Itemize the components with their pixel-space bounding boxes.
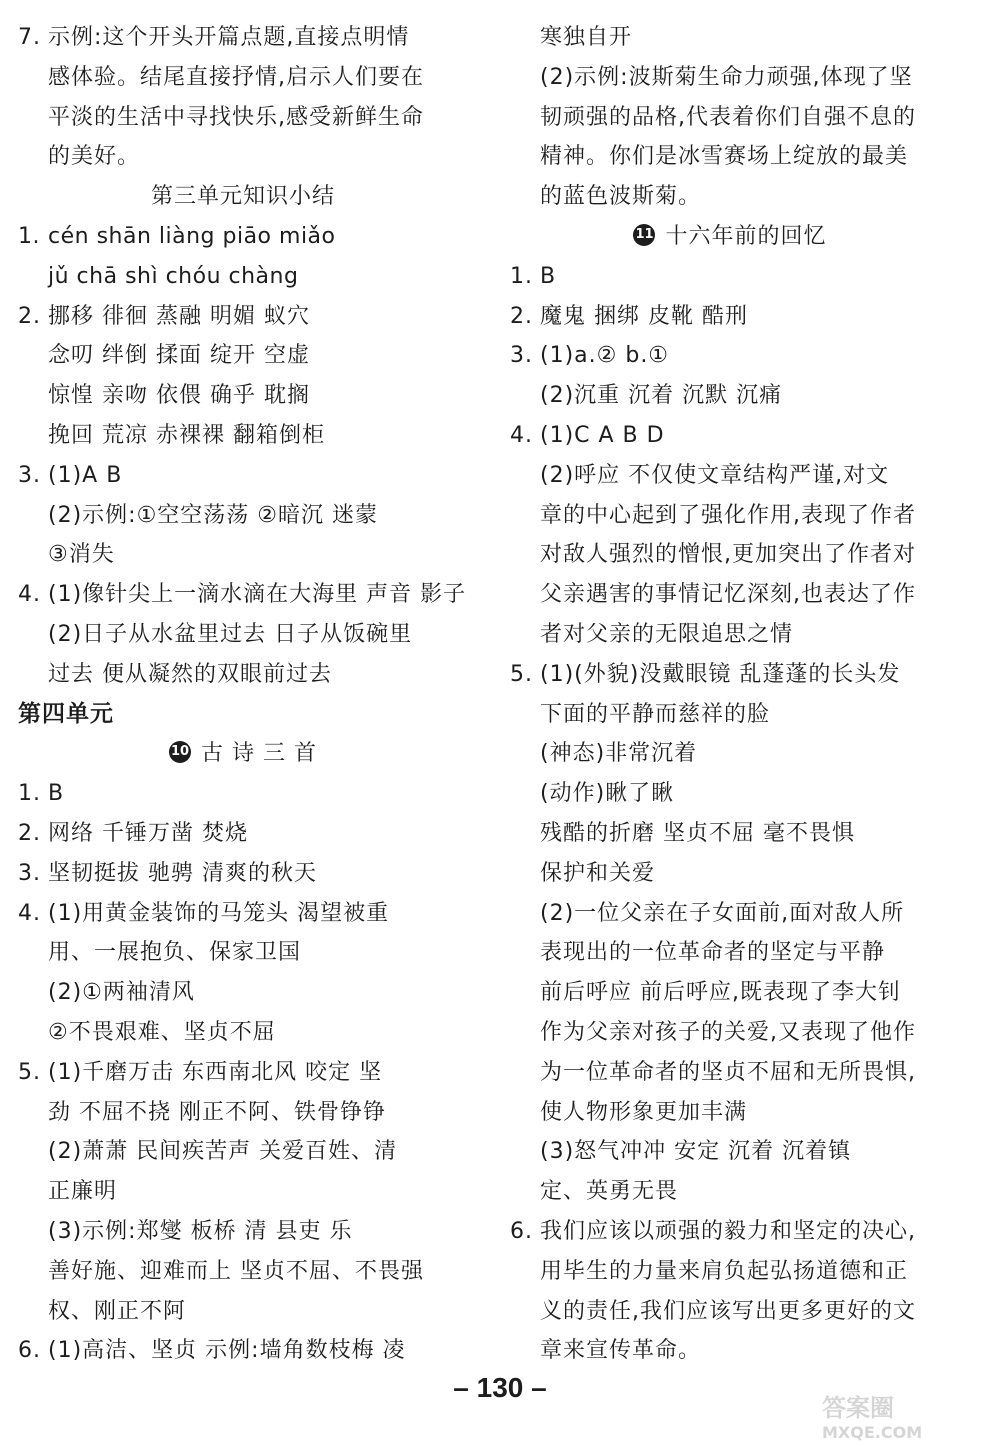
answer-text: 寒独自开 — [540, 25, 633, 50]
answer-line — [510, 1093, 950, 1133]
answer-text: 第四单元 — [18, 700, 114, 727]
answer-text: 父亲遇害的事情记忆深刻,也表达了作 — [540, 582, 916, 608]
answer-text: (1)(外貌)没戴眼镜 乱蓬蓬的长头发 — [540, 661, 901, 687]
answer-text: 用毕生的力量来肩负起弘扬道德和正 — [540, 1258, 909, 1284]
answer-text: 保护和关爱 — [540, 860, 656, 886]
answer-text: 十六年前的回忆 — [665, 223, 827, 249]
answer-line — [18, 1292, 468, 1332]
answer-line — [510, 655, 950, 695]
answer-text: 用、一展抱负、保家卫国 — [48, 940, 302, 966]
answer-line — [18, 416, 468, 456]
answer-text: 正廉明 — [48, 1179, 118, 1205]
section-heading — [510, 217, 950, 257]
answer-text: (3)怒气冲冲 安定 沉着 沉着镇 — [540, 1139, 852, 1165]
answer-line — [18, 376, 468, 416]
answer-line — [18, 496, 468, 536]
answer-line — [510, 894, 950, 934]
question-number: 4. — [18, 900, 41, 926]
question-number: 2. — [18, 820, 41, 846]
answer-text: (1)a.② b.① — [540, 343, 670, 369]
answer-text: 残酷的折磨 坚贞不屈 毫不畏惧 — [540, 820, 855, 846]
answer-text: 第三单元知识小结 — [150, 184, 335, 210]
answer-line — [510, 177, 950, 217]
answer-line — [510, 496, 950, 536]
answer-text: 网络 千锤万凿 焚烧 — [48, 820, 248, 846]
answer-text: 韧顽强的品格,代表着你们自强不息的 — [540, 104, 916, 130]
answer-text: 示例:这个开头开篇点题,直接点明情 — [48, 25, 410, 50]
answer-text: (1)千磨万击 东西南北风 咬定 坚 — [48, 1059, 383, 1085]
answer-text: 对敌人强烈的憎恨,更加突出了作者对 — [540, 542, 916, 568]
answer-line — [18, 137, 468, 177]
answer-text: 劲 不屈不挠 刚正不阿、铁骨铮铮 — [48, 1099, 386, 1125]
answer-line — [510, 973, 950, 1013]
answer-line — [510, 814, 950, 854]
question-number: 6. — [18, 1338, 41, 1364]
answer-line — [18, 814, 468, 854]
answer-line — [510, 774, 950, 814]
answer-line — [510, 575, 950, 615]
question-number: 5. — [510, 661, 533, 687]
answer-line — [18, 18, 468, 58]
answer-line — [510, 18, 950, 58]
answer-text: 使人物形象更加丰满 — [540, 1099, 748, 1125]
answer-line — [510, 98, 950, 138]
answer-line — [18, 894, 468, 934]
answer-line — [18, 854, 468, 894]
answer-text: (2)一位父亲在子女面前,面对敌人所 — [540, 900, 905, 926]
answer-text: 魔鬼 捆绑 皮靴 酷刑 — [540, 303, 748, 329]
answer-line — [510, 1132, 950, 1172]
question-number: 3. — [510, 343, 533, 369]
answer-line — [510, 933, 950, 973]
answer-line — [18, 1053, 468, 1093]
answer-text: 权、刚正不阿 — [48, 1298, 187, 1324]
answer-line — [18, 774, 468, 814]
answer-text: B — [540, 263, 557, 289]
answer-text: 精神。你们是冰雪赛场上绽放的最美 — [540, 144, 909, 170]
answer-text: 前后呼应 前后呼应,既表现了李大钊 — [540, 980, 901, 1006]
lesson-number-badge: 11 — [633, 224, 655, 246]
answer-line — [18, 535, 468, 575]
answer-text: 惊惶 亲吻 依偎 确乎 耽搁 — [48, 383, 310, 409]
question-number: 4. — [18, 582, 41, 608]
answer-text: (1)高洁、坚贞 示例:墙角数枝梅 凌 — [48, 1338, 406, 1364]
answer-line — [18, 336, 468, 376]
answer-line — [18, 655, 468, 695]
answer-line — [510, 257, 950, 297]
answer-line — [510, 336, 950, 376]
question-number: 3. — [18, 462, 41, 488]
answer-line — [510, 297, 950, 337]
answer-line — [510, 1013, 950, 1053]
answer-line — [18, 297, 468, 337]
answer-line — [510, 137, 950, 177]
answer-text: 为一位革命者的坚贞不屈和无所畏惧, — [540, 1059, 916, 1085]
answer-text: (2)示例:波斯菊生命力顽强,体现了坚 — [540, 64, 913, 90]
answer-line — [18, 615, 468, 655]
answer-line — [18, 1331, 468, 1371]
answer-line — [18, 575, 468, 615]
answer-line — [18, 933, 468, 973]
answer-line — [18, 98, 468, 138]
answer-text: jǔ chā shì chóu chàng — [48, 263, 299, 289]
watermark-mark: 答案圈 — [822, 1394, 894, 1422]
answer-line — [18, 1013, 468, 1053]
answer-text: B — [48, 781, 65, 807]
question-number: 5. — [18, 1059, 41, 1085]
question-number: 2. — [18, 303, 41, 329]
question-number: 3. — [18, 860, 41, 886]
answer-text: 平淡的生活中寻找快乐,感受新鲜生命 — [48, 104, 424, 130]
answer-line — [510, 695, 950, 735]
answer-line — [510, 854, 950, 894]
answer-text: (2)日子从水盆里过去 日子从饭碗里 — [48, 621, 413, 647]
answer-line — [510, 1331, 950, 1371]
answer-text: 章来宣传革命。 — [540, 1338, 702, 1364]
section-heading — [18, 177, 468, 217]
answer-text: ③消失 — [48, 542, 115, 568]
right-column — [510, 18, 950, 1371]
answer-line — [510, 615, 950, 655]
answer-text: (3)示例:郑燮 板桥 清 县吏 乐 — [48, 1218, 353, 1244]
answer-line — [510, 376, 950, 416]
answer-line — [510, 1252, 950, 1292]
answer-text: 定、英勇无畏 — [540, 1179, 679, 1205]
answer-line — [18, 1252, 468, 1292]
answer-text: (2)示例:①空空荡荡 ②暗沉 迷蒙 — [48, 502, 379, 528]
answer-line — [18, 257, 468, 297]
answer-text: 过去 便从凝然的双眼前过去 — [48, 661, 332, 687]
answer-line — [510, 416, 950, 456]
answer-text: 坚韧挺拔 驰骋 清爽的秋天 — [48, 860, 317, 886]
question-number: 1. — [18, 223, 40, 249]
answer-text: 的蓝色波斯菊。 — [540, 184, 702, 210]
answer-text: (1)像针尖上一滴水滴在大海里 声音 影子 — [48, 582, 467, 608]
watermark-text: MXQE.COM — [822, 1423, 923, 1442]
answer-text: ②不畏艰难、坚贞不屈 — [48, 1019, 276, 1045]
answer-text: (1)用黄金装饰的马笼头 渴望被重 — [48, 900, 390, 926]
answer-line — [510, 1212, 950, 1252]
answer-text: (1)C A B D — [540, 422, 665, 448]
answer-line — [510, 58, 950, 98]
answer-text: 我们应该以顽强的毅力和坚定的决心, — [540, 1218, 916, 1244]
answer-text: 章的中心起到了强化作用,表现了作者 — [540, 502, 916, 528]
answer-text: (2)萧萧 民间疾苦声 关爱百姓、清 — [48, 1139, 398, 1165]
answer-text: cén shān liàng piāo miǎo — [48, 223, 336, 249]
answer-text: 古 诗 三 首 — [201, 741, 317, 767]
left-column — [18, 18, 468, 1371]
answer-text: (神态)非常沉着 — [540, 741, 698, 767]
question-number: 6. — [510, 1218, 533, 1244]
answer-text: 挪移 徘徊 蒸融 明媚 蚁穴 — [48, 303, 310, 329]
answer-text: 念叨 绊倒 揉面 绽开 空虚 — [48, 343, 310, 369]
answer-text: (动作)瞅了瞅 — [540, 781, 675, 807]
answer-line — [18, 1093, 468, 1133]
answer-line — [18, 1132, 468, 1172]
answer-line — [510, 456, 950, 496]
answer-line — [18, 217, 468, 257]
answer-text: 表现出的一位革命者的坚定与平静 — [540, 940, 886, 966]
answer-text: (2)沉重 沉着 沉默 沉痛 — [540, 383, 783, 409]
answer-text: 感体验。结尾直接抒情,启示人们要在 — [48, 64, 424, 90]
answer-text: 下面的平静而慈祥的脸 — [540, 701, 771, 727]
answer-text: 义的责任,我们应该写出更多更好的文 — [540, 1298, 916, 1324]
answer-line — [510, 1292, 950, 1332]
lesson-number-badge: 10 — [169, 741, 191, 763]
answer-line — [510, 1172, 950, 1212]
answer-text: 作为父亲对孩子的关爱,又表现了他作 — [540, 1019, 916, 1045]
answer-line — [510, 535, 950, 575]
answer-line — [18, 456, 468, 496]
question-number: 7. — [18, 25, 41, 50]
answer-text: (2)呼应 不仅使文章结构严谨,对文 — [540, 462, 890, 488]
answer-text: 的美好。 — [48, 144, 141, 170]
answer-line — [18, 973, 468, 1013]
answer-text: 者对父亲的无限追思之情 — [540, 621, 794, 647]
question-number: 1. — [510, 263, 533, 289]
answer-text: 挽回 荒凉 赤裸裸 翻箱倒柜 — [48, 422, 325, 448]
answer-text: (1)A B — [48, 462, 123, 488]
answer-text: 善好施、迎难而上 坚贞不屈、不畏强 — [48, 1258, 424, 1284]
question-number: 1. — [18, 781, 41, 807]
answer-line — [18, 1172, 468, 1212]
answer-line — [510, 734, 950, 774]
section-heading — [18, 734, 468, 774]
answer-line — [18, 1212, 468, 1252]
answer-line — [510, 1053, 950, 1093]
question-number: 4. — [510, 422, 533, 448]
answer-text: (2)①两袖清风 — [48, 980, 195, 1006]
answer-line — [18, 58, 468, 98]
unit-heading — [18, 695, 468, 735]
watermark-logo — [822, 1390, 992, 1442]
page-number: – 130 – — [453, 1372, 547, 1403]
question-number: 2. — [510, 303, 533, 329]
